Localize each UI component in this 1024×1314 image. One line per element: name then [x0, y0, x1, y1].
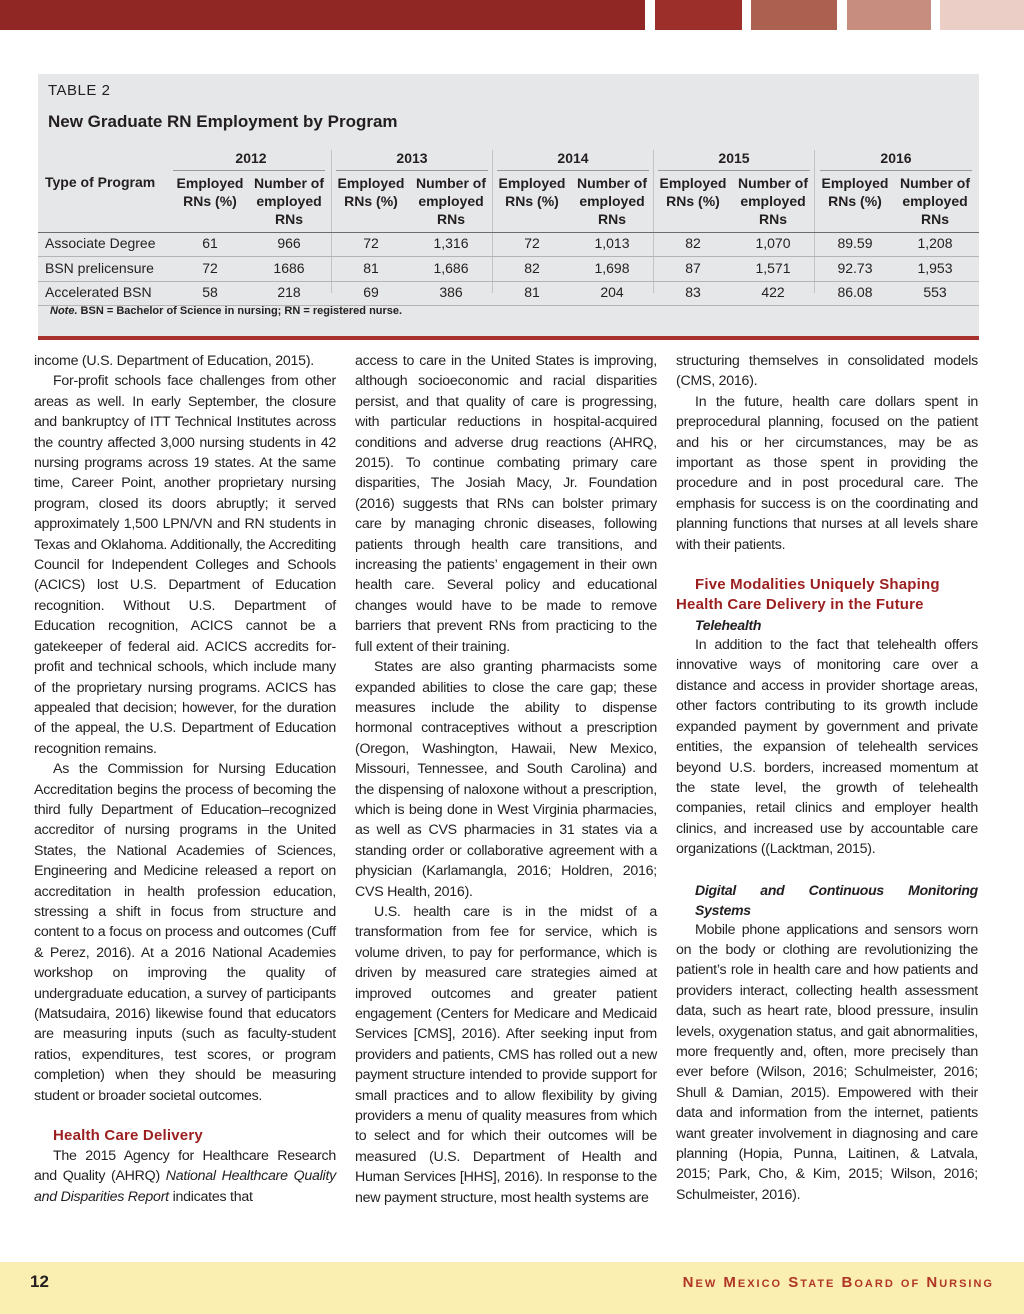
- year-header: 2015: [718, 150, 750, 166]
- table-cell: 1686: [273, 260, 305, 276]
- table-cell: 966: [277, 235, 301, 251]
- number-employed-header: Number of employed RNs: [416, 175, 486, 227]
- year-header: 2012: [235, 150, 267, 166]
- table-title: New Graduate RN Employment by Program: [48, 112, 398, 131]
- table-cell: 422: [761, 284, 785, 300]
- year-rule: [497, 170, 649, 171]
- table-cell: 92.73: [837, 260, 873, 276]
- employed-header: Employed RNs (%): [337, 175, 405, 209]
- paragraph: As the Commission for Nursing Education Accreditation begins the process of becoming the third fully Department of Education–recognized accreditor of nursing programs in the United States, the National Academies of Sciences, Engineering and Medicine released a report on accreditation in health profession education, stressing a shift in focus from structure and content to a focus on process and outcomes (Cuff & Perez, 2016). At a 2016 National Academies workshop on improving the quality of undergraduate education, a survey of participants (Matsudaira, 2016) likewise found that educators are measuring inputs (such as faculty-student ratios, expenditures, test scores, or program completion) when they should be measuring student or broader societal outcomes.: [34, 761, 336, 1104]
- table-cell: 72: [524, 235, 540, 251]
- year-header: 2014: [557, 150, 589, 166]
- table-cell: 72: [363, 235, 379, 251]
- table-cell: 218: [277, 284, 301, 300]
- subsection-heading-cont: Systems: [695, 901, 751, 918]
- year-header: 2013: [396, 150, 428, 166]
- employed-header: Employed RNs (%): [176, 175, 244, 209]
- table-row: [38, 232, 979, 257]
- table-cell: 83: [685, 284, 701, 300]
- table-cell: 386: [439, 284, 463, 300]
- year-header: 2016: [880, 150, 912, 166]
- header-bar-segment: [940, 0, 1024, 30]
- text-column-1: [34, 351, 336, 1207]
- year-rule: [820, 170, 972, 171]
- header-bar-segment: [751, 0, 837, 30]
- table-row: [38, 281, 979, 306]
- table-note: Note. BSN = Bachelor of Science in nursing; RN = registered nurse.: [50, 305, 403, 317]
- table-cell: 1,953: [917, 260, 953, 276]
- paragraph: In the future, health care dollars spent in preprocedural planning, focused on the patient and his or her circumstances, may be as important as those spent in providing the procedure and in post procedural care. The emphasis for success is on the coordinating and planning functions that nurses at all levels share with their patients.: [676, 393, 978, 553]
- table-cell: 553: [923, 284, 947, 300]
- paragraph: U.S. health care is in the midst of a transformation from fee for service, which is volume driven, to pay for performance, which is driven by measured care strategies aimed at improved outcomes and greater patient engagement (Centers for Medicare and Medicaid Services [CMS], 2016). After seeking input from providers and patients, CMS has rolled out a new payment structure intended to provide support for small practices and to allow flexibility by giving providers a menu of quality measures from which to select and for which their outcomes will be measured (U.S. Department of Health and Human Services [HHS], 2016). In response to the new payment structure, most health systems are: [355, 903, 657, 1206]
- program-name: BSN prelicensure: [45, 260, 154, 276]
- employed-header: Employed RNs (%): [821, 175, 889, 209]
- table-cell: 1,571: [755, 260, 791, 276]
- table-cell: 1,686: [433, 260, 469, 276]
- year-rule: [658, 170, 810, 171]
- table-cell: 82: [524, 260, 540, 276]
- paragraph: income (U.S. Department of Education, 2015).: [34, 353, 314, 369]
- table-cell: 72: [202, 260, 218, 276]
- table-cell: 81: [524, 284, 540, 300]
- employment-table: [38, 74, 979, 340]
- year-rule: [173, 170, 325, 171]
- paragraph: Mobile phone applications and sensors worn on the body or clothing are revolutionizing the patient’s role in health care and how patients and providers interact, collecting health assessment data, such as heart rate, blood pressure, insulin levels, oxygenation status, and gait abnormalities, more frequently and, often, more precisely than ever before (Wilson, 2016; Schulmeister, 2016; Shull & Damian, 2015). Empowered with their data and information from the internet, patients want greater involvement in diagnosing and care planning (Hopia, Punna, Laitinen, & Latvala, 2015; Park, Cho, & Kim, 2015; Wilson, 2016; Schulmeister, 2016).: [676, 921, 978, 1203]
- section-heading: Five Modalities Uniquely Shaping Health Care Delivery in the Future: [676, 576, 940, 614]
- text-column-3: [676, 351, 978, 1205]
- table-row: [38, 257, 979, 282]
- paragraph: States are also granting pharmacists some expanded abilities to close the care gap; these measures include the ability to dispense hormonal contraceptives without a prescription (Oregon, Washington, Hawaii, New Mexico, Missouri, Tennessee, and South Carolina) and the dispensing of naloxone without a prescription, which is being done in West Virginia pharmacies, as well as CVS pharmacies in 31 states via a standing order or collaborative agreement with a physician (Karlamangla, 2016; Holdren, 2016; CVS Health, 2016).: [355, 659, 657, 900]
- header-bar-segment: [847, 0, 931, 30]
- program-name: Accelerated BSN: [45, 284, 152, 300]
- type-of-program-header: Type of Program: [45, 174, 156, 190]
- table-cell: 69: [363, 284, 379, 300]
- table-cell: 58: [202, 284, 218, 300]
- paragraph: In addition to the fact that telehealth offers innovative ways of monitoring care over a distance and access in provider shortage areas, other factors contributing to its growth include expanded payment by government and private entities, the expansion of telehealth services beyond U.S. borders, increased momentum at the state level, the growth of telehealth companies, retail clinics and employer health clinics, and increased use by accountable care organizations ((Lacktman, 2015).: [676, 637, 978, 858]
- table-label: TABLE 2: [48, 82, 111, 99]
- publication-name: New Mexico State Board of Nursing: [682, 1274, 994, 1291]
- paragraph: access to care in the United States is improving, although socioeconomic and racial disparities persist, and that quality of care is progressing, with particular reductions in hospital-acquired conditions and adverse drug reactions (AHRQ, 2015). To continue combating primary care disparities, The Josiah Macy, Jr. Foundation (2016) suggests that RNs can bolster primary care by managing chronic diseases, following patients through health care transitions, and increasing the patients’ engagement in their own health care. Several policy and educational changes would have to be made to remove barriers that prevent RNs from practicing to the full extent of their training.: [355, 353, 657, 655]
- table-cell: 1,316: [433, 235, 469, 251]
- table-cell: 82: [685, 235, 701, 251]
- employed-header: Employed RNs (%): [498, 175, 566, 209]
- year-rule: [336, 170, 488, 171]
- subsection-heading: Telehealth: [695, 617, 762, 634]
- table-cell: 86.08: [837, 284, 873, 300]
- table-cell: 1,698: [594, 260, 630, 276]
- footer: [0, 1262, 1024, 1314]
- table-cell: 81: [363, 260, 379, 276]
- paragraph: For-profit schools face challenges from other areas as well. In early September, the closure and bankruptcy of ITT Technical Institutes across the country affected 3,000 nursing students in 42 nursing programs across 19 states. At the same time, Career Point, another proprietary nursing program, closed its doors abruptly; it served approximately 1,500 LPN/VN and RN students in Texas and Oklahoma. Additionally, the Accrediting Council for Independent Colleges and Schools (ACICS) lost U.S. Department of Education recognition. Without U.S. Department of Education recognition, ACICS cannot be a gatekeeper of federal aid. ACICS accredits for-profit and technical schools, which include many of the proprietary nursing programs. ACICS has appealed that decision; however, for the duration of the appeal, the U.S. Department of Education recognition remains.: [34, 373, 336, 757]
- header-bar: [0, 0, 645, 30]
- table-cell: 1,013: [594, 235, 630, 251]
- table-cell: 89.59: [837, 235, 873, 251]
- employed-header: Employed RNs (%): [659, 175, 727, 209]
- number-employed-header: Number of employed RNs: [254, 175, 324, 227]
- table-cell: 1,070: [755, 235, 791, 251]
- paragraph: The 2015 Agency for Healthcare Research and Quality (AHRQ) National Healthcare Quality and Disparities Report indicates that: [34, 1148, 336, 1205]
- table-cell: 1,208: [917, 235, 953, 251]
- number-employed-header: Number of employed RNs: [738, 175, 808, 227]
- paragraph: structuring themselves in consolidated models (CMS, 2016).: [676, 353, 978, 390]
- section-heading: Health Care Delivery: [53, 1127, 203, 1145]
- program-name: Associate Degree: [45, 235, 156, 251]
- number-employed-header: Number of employed RNs: [900, 175, 970, 227]
- page-number: 12: [30, 1272, 49, 1291]
- number-employed-header: Number of employed RNs: [577, 175, 647, 227]
- text-column-2: [355, 351, 657, 1208]
- table-cell: 204: [600, 284, 624, 300]
- header-bar-segment: [655, 0, 742, 30]
- table-cell: 87: [685, 260, 701, 276]
- subsection-heading: Digital and Continuous Monitoring: [695, 881, 978, 898]
- table-cell: 61: [202, 235, 218, 251]
